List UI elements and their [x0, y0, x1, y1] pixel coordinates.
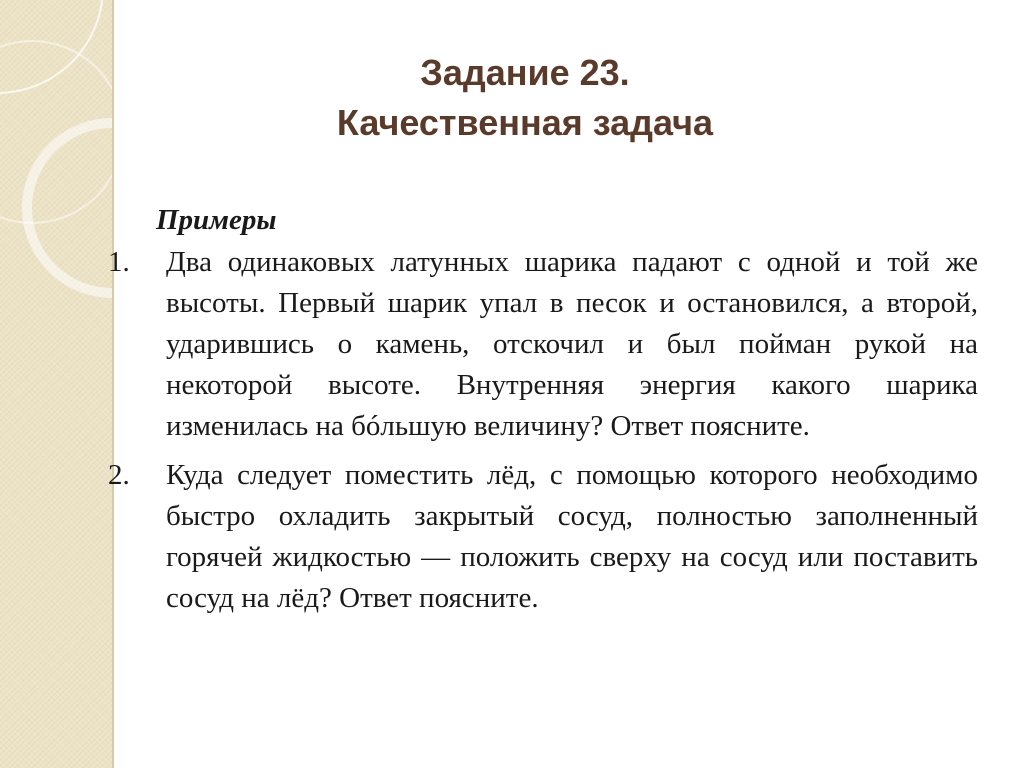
slide-title [200, 48, 850, 148]
slide-body [108, 200, 978, 627]
title-line-2: Качественная задача [336, 102, 714, 143]
list-item [108, 455, 978, 619]
list-item [108, 242, 978, 447]
decorative-side-panel [0, 0, 112, 768]
list-item-text: Два одинаковых латунных шарика падают с одной и той же высоты. Первый шарик упал в песок и остановился, а второй, ударившись о камень, отскочил и был пойман рукой на некоторой высоте. Внутренняя энергия какого шарика изменилась на бóльшую величину? Ответ поясните. [166, 246, 978, 442]
examples-heading: Примеры [156, 204, 277, 236]
title-line-1: Задание 23. [420, 52, 630, 93]
list-item-number: 1. [108, 246, 130, 278]
list-item-number: 2. [108, 459, 130, 491]
list-item-text: Куда следует поместить лёд, с помощью которого необходимо быстро охладить закрытый сосуд, полностью заполненный горячей жидкостью — положить сверху на сосуд или поставить сосуд на лёд? Ответ поясните. [166, 459, 978, 614]
